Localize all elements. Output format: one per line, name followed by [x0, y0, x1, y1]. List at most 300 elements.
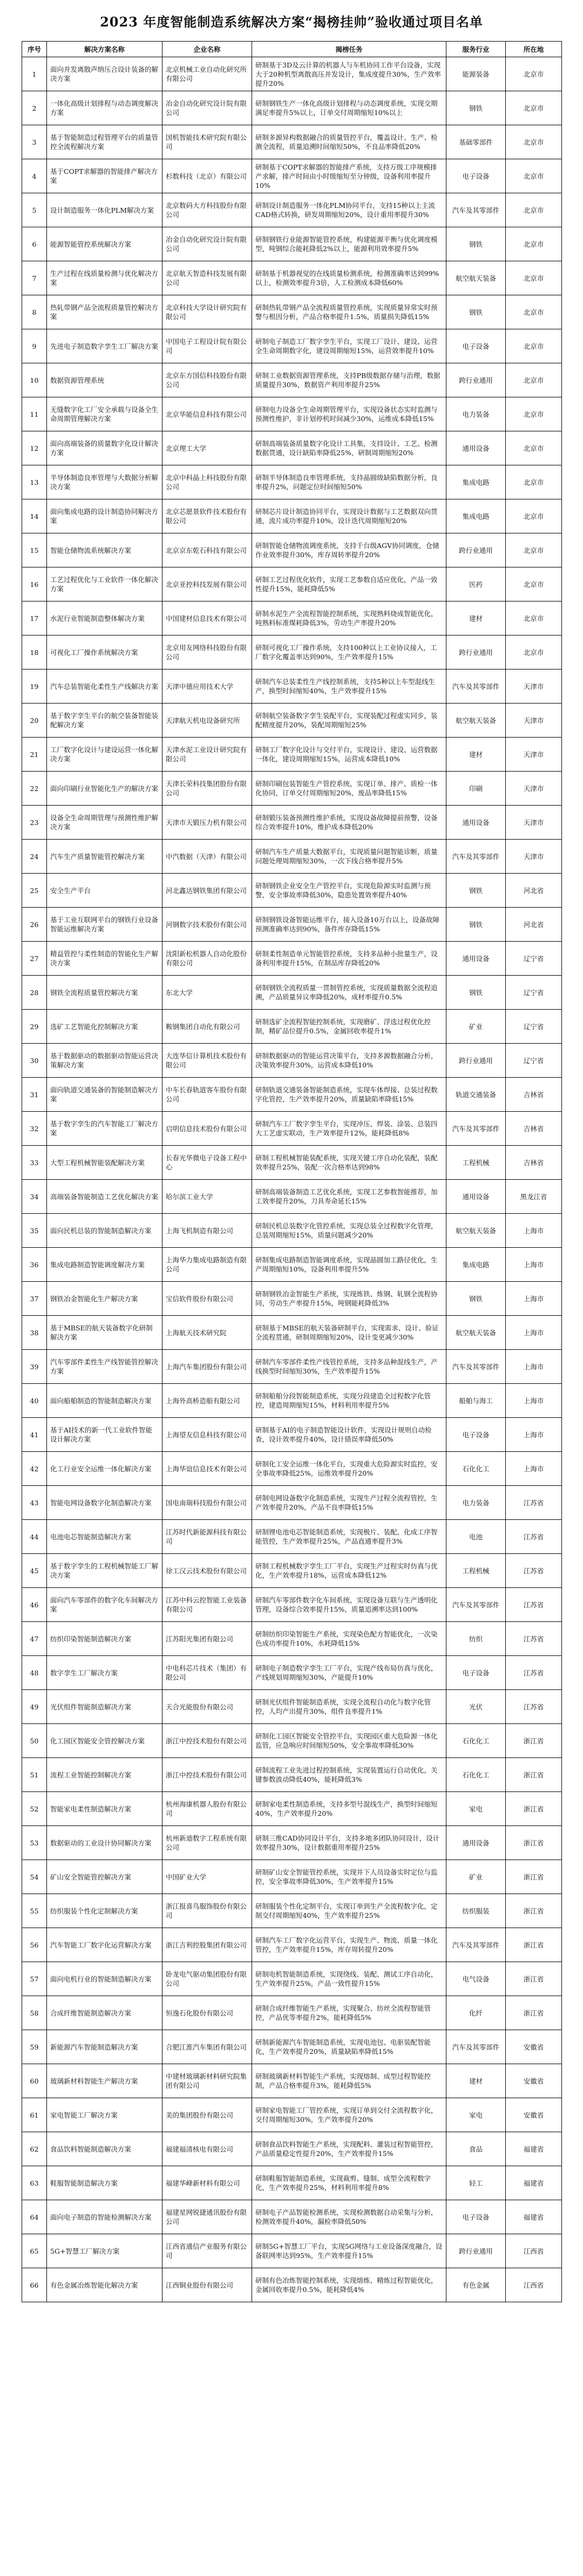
cell-task: 研制钢铁生产一体化高级计划排程与动态调度系统，实现交期满足率提升5%以上，订单交付周期缩短10%以上 [252, 91, 446, 125]
table-row [22, 942, 562, 976]
cell-region: 北京市 [506, 635, 562, 670]
cell-region: 浙江省 [506, 1996, 562, 2030]
cell-industry: 航空航天装备 [446, 1316, 506, 1350]
cell-region: 天津市 [506, 772, 562, 806]
cell-region: 浙江省 [506, 1758, 562, 1792]
cell-company: 北京数码大方科技股份有限公司 [162, 193, 252, 227]
cell-region: 辽宁省 [506, 1044, 562, 1078]
cell-company: 启明信息技术股份有限公司 [162, 1112, 252, 1146]
cell-solution-name: 合成纤维智能制造解决方案 [47, 1996, 162, 2030]
cell-no: 55 [22, 1894, 47, 1928]
cell-no: 39 [22, 1350, 47, 1384]
cell-company: 合肥江淮汽车集团有限公司 [162, 2030, 252, 2064]
cell-company: 中国电子工程设计院有限公司 [162, 329, 252, 363]
cell-company: 北京东方国信科技股份有限公司 [162, 363, 252, 397]
cell-industry: 医药 [446, 567, 506, 601]
cell-region: 天津市 [506, 806, 562, 840]
table-row [22, 431, 562, 465]
cell-company: 冶金自动化研究设计院有限公司 [162, 227, 252, 261]
cell-no: 49 [22, 1690, 47, 1724]
cell-industry: 跨行业通用 [446, 2234, 506, 2268]
cell-solution-name: 面向船舶制造的智能制造解决方案 [47, 1384, 162, 1418]
cell-company: 北京航天智造科技发展有限公司 [162, 261, 252, 295]
cell-company: 河北鑫达钢铁集团有限公司 [162, 874, 252, 908]
cell-task: 研制电子制造工厂数字孪生平台，实现工厂设计、建设、运营全生命周期数字化，建设周期缩短15%，运营效率提升10% [252, 329, 446, 363]
cell-solution-name: 面向轨道交通装备的智能制造解决方案 [47, 1078, 162, 1112]
cell-task: 研制民机总装数字化管控系统，实现总装全过程数字化管理，总装周期缩短15%，质量问题减少20% [252, 1214, 446, 1248]
cell-industry: 轻工 [446, 2166, 506, 2200]
cell-industry: 钢铁 [446, 1282, 506, 1316]
cell-task: 研制半导体制造良率管理系统，支持晶圆级缺陷数据分析，良率提升2%，问题定位时间缩短50% [252, 465, 446, 499]
cell-industry: 集成电路 [446, 1248, 506, 1282]
cell-industry: 印刷 [446, 772, 506, 806]
cell-solution-name: 面向汽车零部件的数字化车间解决方案 [47, 1588, 162, 1622]
cell-solution-name: 基于数据驱动的数据驱动智能运营决策解决方案 [47, 1044, 162, 1078]
table-row [22, 1758, 562, 1792]
cell-no: 13 [22, 465, 47, 499]
cell-no: 32 [22, 1112, 47, 1146]
cell-region: 天津市 [506, 704, 562, 738]
cell-company: 上海飞机制造有限公司 [162, 1214, 252, 1248]
table-row [22, 1384, 562, 1418]
cell-industry: 矿业 [446, 1010, 506, 1044]
cell-no: 24 [22, 840, 47, 874]
table-row [22, 1214, 562, 1248]
table-row [22, 2132, 562, 2166]
cell-solution-name: 汽车总装智能化柔性生产线解决方案 [47, 670, 162, 704]
table-row [22, 2098, 562, 2132]
cell-no: 58 [22, 1996, 47, 2030]
table-row [22, 2200, 562, 2234]
cell-no: 16 [22, 567, 47, 601]
cell-no: 10 [22, 363, 47, 397]
cell-industry: 通用设备 [446, 806, 506, 840]
cell-region: 河北省 [506, 908, 562, 942]
table-row [22, 363, 562, 397]
cell-no: 37 [22, 1282, 47, 1316]
cell-company: 哈尔滨工业大学 [162, 1180, 252, 1214]
cell-task: 研制热轧带钢产品全流程质量管控系统，实现质量异常实时预警与根因分析，产品合格率提升1.5%，质量损失降低15% [252, 295, 446, 329]
cell-solution-name: 面向电子制造的智能检测解决方案 [47, 2200, 162, 2234]
cell-region: 吉林省 [506, 1146, 562, 1180]
cell-task: 研制电网设备数字化制造系统，实现生产过程全流程管控，生产效率提升20%，产品不良率降低15% [252, 1486, 446, 1520]
cell-solution-name: 基于COPT求解器的智能排产解决方案 [47, 159, 162, 193]
cell-task: 研制电子产品智能检测系统，实现检测数据自动采集与分析，检测效率提升40%，漏检率降低50% [252, 2200, 446, 2234]
cell-region: 上海市 [506, 1248, 562, 1282]
cell-industry: 跨行业通用 [446, 1044, 506, 1078]
cell-company: 天津市天锻压力机有限公司 [162, 806, 252, 840]
table-row [22, 601, 562, 635]
cell-solution-name: 智能电网设备数字化制造解决方案 [47, 1486, 162, 1520]
cell-no: 17 [22, 601, 47, 635]
cell-industry: 钢铁 [446, 976, 506, 1010]
cell-no: 5 [22, 193, 47, 227]
cell-task: 研制汽车零部件柔性产线管控系统，支持多品种混线生产，产线换型时间缩短30%，生产效率提升15% [252, 1350, 446, 1384]
cell-region: 北京市 [506, 57, 562, 91]
cell-no: 11 [22, 397, 47, 431]
cell-region: 江苏省 [506, 1588, 562, 1622]
cell-company: 天合光能股份有限公司 [162, 1690, 252, 1724]
cell-task: 研制汽车工厂数字化运营平台，实现生产、物流、质量一体化管控，生产效率提升15%，库存周转提升20% [252, 1928, 446, 1962]
cell-task: 研制三维CAD协同设计平台，支持多地多团队协同设计，设计效率提升30%，设计数据重用率提升25% [252, 1826, 446, 1860]
cell-region: 江苏省 [506, 1622, 562, 1656]
cell-company: 中车长春轨道客车股份有限公司 [162, 1078, 252, 1112]
cell-region: 吉林省 [506, 1078, 562, 1112]
cell-no: 40 [22, 1384, 47, 1418]
cell-company: 上海航天技术研究院 [162, 1316, 252, 1350]
cell-solution-name: 钢铁冶金智能化生产解决方案 [47, 1282, 162, 1316]
cell-solution-name: 电池电芯智能制造解决方案 [47, 1520, 162, 1554]
cell-no: 7 [22, 261, 47, 295]
table-row [22, 874, 562, 908]
cell-solution-name: 选矿工艺智能化控制解决方案 [47, 1010, 162, 1044]
cell-solution-name: 设计制造服务一体化PLM解决方案 [47, 193, 162, 227]
cell-region: 天津市 [506, 738, 562, 772]
cell-solution-name: 水泥行业智能制造整体解决方案 [47, 601, 162, 635]
cell-industry: 电子设备 [446, 329, 506, 363]
cell-region: 上海市 [506, 1214, 562, 1248]
cell-solution-name: 面向并发离散声纳压合设计装备的解决方案 [47, 57, 162, 91]
cell-no: 25 [22, 874, 47, 908]
cell-company: 杭州新迪数字工程系统有限公司 [162, 1826, 252, 1860]
cell-company: 杉数科技（北京）有限公司 [162, 159, 252, 193]
cell-no: 20 [22, 704, 47, 738]
cell-industry: 建材 [446, 601, 506, 635]
cell-solution-name: 能源智能管控系统解决方案 [47, 227, 162, 261]
cell-no: 41 [22, 1418, 47, 1452]
cell-company: 上海汽车集团股份有限公司 [162, 1350, 252, 1384]
cell-task: 研制选矿全流程智能控制系统，实现磨矿、浮选过程优化控制，精矿品位提升0.5%，金属回收率提升1% [252, 1010, 446, 1044]
table-row [22, 1520, 562, 1554]
cell-region: 福建省 [506, 2200, 562, 2234]
cell-task: 研制基于COPT求解器的智能排产系统，支持万级工序规模排产求解，排产时间由小时级缩短至分钟级，设备利用率提升10% [252, 159, 446, 193]
cell-solution-name: 新能源汽车智能制造解决方案 [47, 2030, 162, 2064]
cell-solution-name: 纺织印染智能制造解决方案 [47, 1622, 162, 1656]
cell-industry: 跨行业通用 [446, 533, 506, 567]
cell-solution-name: 设备全生命周期管理与预测性维护解决方案 [47, 806, 162, 840]
table-row [22, 1724, 562, 1758]
table-row [22, 2166, 562, 2200]
cell-region: 江苏省 [506, 1486, 562, 1520]
cell-region: 北京市 [506, 91, 562, 125]
cell-region: 江苏省 [506, 1554, 562, 1588]
cell-industry: 钢铁 [446, 908, 506, 942]
cell-company: 上海望友信息科技有限公司 [162, 1418, 252, 1452]
table-row [22, 125, 562, 159]
cell-task: 研制航空装备数字孪生装配平台，实现装配过程虚实同步，装配精度提升20%，装配周期缩短25% [252, 704, 446, 738]
cell-company: 国机智能技术研究院有限公司 [162, 125, 252, 159]
cell-industry: 船舶与海工 [446, 1384, 506, 1418]
cell-task: 研制钢铁企业安全生产管控平台，实现危险源实时监测与预警，安全事故率降低30%，隐患处置效率提升40% [252, 874, 446, 908]
cell-task: 研制汽车零部件数字化车间系统，实现设备互联与生产透明化管理，设备综合效率提升15%，质量追溯率达到100% [252, 1588, 446, 1622]
table-row [22, 533, 562, 567]
cell-no: 29 [22, 1010, 47, 1044]
cell-solution-name: 基于MBSE的航天装备数字化研制解决方案 [47, 1316, 162, 1350]
cell-solution-name: 工艺过程优化与工业软件一体化解决方案 [47, 567, 162, 601]
table-row [22, 1860, 562, 1894]
cell-no: 33 [22, 1146, 47, 1180]
cell-company: 江西铜业股份有限公司 [162, 2268, 252, 2302]
cell-no: 8 [22, 295, 47, 329]
cell-no: 66 [22, 2268, 47, 2302]
cell-solution-name: 无缝数字化工厂安全承载与设备全生命周期管理解决方案 [47, 397, 162, 431]
cell-solution-name: 半导体制造良率管理与大数据分析解决方案 [47, 465, 162, 499]
cell-task: 研制集成电路制造智能调度系统，实现晶圆加工路径优化，生产周期缩短10%，设备利用率提升5% [252, 1248, 446, 1282]
cell-no: 35 [22, 1214, 47, 1248]
cell-region: 浙江省 [506, 1894, 562, 1928]
table-row [22, 567, 562, 601]
table-row [22, 1282, 562, 1316]
cell-task: 研制家电柔性制造系统，支持多型号混线生产，换型时间缩短40%，生产效率提升20% [252, 1792, 446, 1826]
cell-company: 北京理工大学 [162, 431, 252, 465]
cell-no: 1 [22, 57, 47, 91]
cell-no: 9 [22, 329, 47, 363]
cell-no: 56 [22, 1928, 47, 1962]
cell-solution-name: 基于智能制造过程管理平台的质量管控全流程解决方案 [47, 125, 162, 159]
cell-no: 48 [22, 1656, 47, 1690]
cell-task: 研制矿山安全智能管控系统，实现井下人员设备实时定位与监控，安全事故率降低30%，生产效率提升15% [252, 1860, 446, 1894]
cell-industry: 集成电路 [446, 499, 506, 533]
cell-solution-name: 一体化高级计划排程与动态调度解决方案 [47, 91, 162, 125]
cell-industry: 通用设备 [446, 942, 506, 976]
table-row [22, 1350, 562, 1384]
cell-industry: 钢铁 [446, 227, 506, 261]
table-row [22, 295, 562, 329]
cell-solution-name: 基于AI技术的新一代工业软件智能设计解决方案 [47, 1418, 162, 1452]
cell-industry: 汽车及其零部件 [446, 840, 506, 874]
cell-task: 研制高端装备制造工艺优化系统，实现工艺参数智能推荐，加工效率提升20%，刀具寿命延长15% [252, 1180, 446, 1214]
table-row [22, 499, 562, 533]
cell-no: 28 [22, 976, 47, 1010]
cell-task: 研制工程机械智能装配系统，实现关键工序自动化装配，装配效率提升25%，装配一次合格率达到98% [252, 1146, 446, 1180]
table-row [22, 1792, 562, 1826]
cell-region: 浙江省 [506, 1792, 562, 1826]
cell-industry: 电气设备 [446, 1962, 506, 1996]
cell-no: 4 [22, 159, 47, 193]
table-row [22, 908, 562, 942]
table-row [22, 670, 562, 704]
cell-industry: 汽车及其零部件 [446, 1928, 506, 1962]
cell-company: 北京华能信息科技有限公司 [162, 397, 252, 431]
cell-solution-name: 汽车生产质量智能管控解决方案 [47, 840, 162, 874]
cell-region: 北京市 [506, 601, 562, 635]
cell-industry: 电力装备 [446, 397, 506, 431]
table-row [22, 635, 562, 670]
table-row [22, 1418, 562, 1452]
cell-task: 研制水泥生产全流程智能控制系统，实现熟料烧成智能优化，吨熟料标准煤耗降低3%，劳动生产率提升20% [252, 601, 446, 635]
table-row [22, 1112, 562, 1146]
cell-no: 47 [22, 1622, 47, 1656]
cell-task: 研制有色冶炼智能控制系统，实现熔炼、精炼过程智能优化，金属回收率提升0.5%，能耗降低4% [252, 2268, 446, 2302]
cell-solution-name: 鞋服智能制造解决方案 [47, 2166, 162, 2200]
cell-industry: 汽车及其零部件 [446, 1350, 506, 1384]
column-header-task: 揭榜任务 [252, 42, 446, 57]
cell-region: 上海市 [506, 1316, 562, 1350]
cell-task: 研制5G+智慧工厂平台，实现5G网络与工业设备深度融合，设备联网率达到95%，生产效率提升15% [252, 2234, 446, 2268]
cell-task: 研制电力设备全生命周期管理平台，实现设备状态实时监测与预测性维护，非计划停机时间减少30%，运维成本降低15% [252, 397, 446, 431]
cell-region: 江苏省 [506, 1690, 562, 1724]
table-row [22, 1588, 562, 1622]
cell-region: 上海市 [506, 1384, 562, 1418]
cell-task: 研制光伏组件智能制造系统，实现全流程自动化与数字化管控，人均产出提升30%，组件良率提升1% [252, 1690, 446, 1724]
cell-task: 研制基于MBSE的航天装备研制平台，实现需求、设计、验证全流程贯通，研制周期缩短20%，设计变更减少30% [252, 1316, 446, 1350]
cell-industry: 跨行业通用 [446, 363, 506, 397]
cell-company: 北京京东乾石科技有限公司 [162, 533, 252, 567]
column-header-no: 序号 [22, 42, 47, 57]
cell-solution-name: 面向电机行业的智能制造解决方案 [47, 1962, 162, 1996]
cell-company: 江苏阳光集团有限公司 [162, 1622, 252, 1656]
cell-industry: 汽车及其零部件 [446, 1112, 506, 1146]
cell-solution-name: 可视化工厂操作系统解决方案 [47, 635, 162, 670]
cell-company: 天津航天机电设备研究所 [162, 704, 252, 738]
table-row [22, 2234, 562, 2268]
cell-no: 31 [22, 1078, 47, 1112]
cell-task: 研制合成纤维智能生产系统，实现聚合、纺丝全流程智能管控，产品优等率提升2%，能耗降低5% [252, 1996, 446, 2030]
cell-solution-name: 精益管控与柔性制造的智能化生产解决方案 [47, 942, 162, 976]
cell-region: 天津市 [506, 840, 562, 874]
table-row [22, 1826, 562, 1860]
table-row [22, 704, 562, 738]
cell-company: 北京机械工业自动化研究所有限公司 [162, 57, 252, 91]
cell-company: 福建星网锐捷通讯股份有限公司 [162, 2200, 252, 2234]
table-row [22, 159, 562, 193]
cell-industry: 航空航天装备 [446, 704, 506, 738]
cell-industry: 基础零部件 [446, 125, 506, 159]
cell-task: 研制汽车总装柔性生产线控制系统，支持5种以上车型混线生产，换型时间缩短40%，生产效率提升15% [252, 670, 446, 704]
cell-industry: 电池 [446, 1520, 506, 1554]
cell-solution-name: 数据资源管理系统 [47, 363, 162, 397]
cell-task: 研制芯片设计制造协同平台，实现设计数据与工艺数据双向贯通，流片成功率提升10%，设计迭代周期缩短20% [252, 499, 446, 533]
table-row [22, 2064, 562, 2098]
cell-no: 65 [22, 2234, 47, 2268]
cell-task: 研制基于机器视觉的在线质量检测系统，检测准确率达到99%以上，检测效率提升3倍，人工检测成本降低60% [252, 261, 446, 295]
cell-task: 研制电子制造数字孪生工厂平台，实现产线布局仿真与优化，产线规划周期缩短30%，产能提升10% [252, 1656, 446, 1690]
cell-no: 30 [22, 1044, 47, 1078]
table-row [22, 806, 562, 840]
cell-region: 河北省 [506, 874, 562, 908]
cell-region: 北京市 [506, 159, 562, 193]
cell-task: 研制印刷包装智能生产管控系统，实现订单、排产、质检一体化协同，订单交付周期缩短20%，废品率降低15% [252, 772, 446, 806]
cell-region: 北京市 [506, 397, 562, 431]
table-row [22, 397, 562, 431]
cell-task: 研制服装个性化定制平台，实现订单到生产全流程数字化，定制交付周期缩短40%，生产效率提升25% [252, 1894, 446, 1928]
table-row [22, 329, 562, 363]
cell-no: 27 [22, 942, 47, 976]
table-body [22, 57, 562, 2302]
table-row [22, 227, 562, 261]
cell-company: 徐工汉云技术股份有限公司 [162, 1554, 252, 1588]
cell-task: 研制数据驱动的智能运营决策平台，支持多源数据融合分析，决策效率提升30%，运营成本降低10% [252, 1044, 446, 1078]
cell-company: 浙江中控技术股份有限公司 [162, 1724, 252, 1758]
cell-solution-name: 数据驱动的工业设计协同解决方案 [47, 1826, 162, 1860]
cell-region: 福建省 [506, 2166, 562, 2200]
cell-industry: 汽车及其零部件 [446, 1588, 506, 1622]
cell-solution-name: 玻璃新材料智能生产解决方案 [47, 2064, 162, 2098]
cell-industry: 建材 [446, 2064, 506, 2098]
cell-no: 19 [22, 670, 47, 704]
cell-industry: 通用设备 [446, 1826, 506, 1860]
table-row [22, 193, 562, 227]
cell-company: 天津中德应用技术大学 [162, 670, 252, 704]
header-row [22, 42, 562, 57]
table-row [22, 57, 562, 91]
cell-solution-name: 面向集成电路的设计制造协同解决方案 [47, 499, 162, 533]
cell-task: 研制新能源汽车智能制造系统，实现电池包、电驱装配智能化，生产效率提升20%，质量缺陷率降低15% [252, 2030, 446, 2064]
cell-region: 北京市 [506, 329, 562, 363]
cell-task: 研制化工安全运维一体化平台，实现重大危险源实时监控，安全事故率降低25%，运维效率提升20% [252, 1452, 446, 1486]
cell-task: 研制纺织印染智能生产系统，实现染色配方智能优化，一次染色成功率提升10%，水耗降低15% [252, 1622, 446, 1656]
cell-task: 研制智能仓储物流调度系统，支持千台级AGV协同调度，仓储作业效率提升30%，库存周转率提升20% [252, 533, 446, 567]
cell-industry: 通用设备 [446, 431, 506, 465]
cell-industry: 能源装备 [446, 57, 506, 91]
cell-region: 北京市 [506, 227, 562, 261]
cell-region: 北京市 [506, 499, 562, 533]
table-row [22, 840, 562, 874]
cell-solution-name: 流程工业智能控制解决方案 [47, 1758, 162, 1792]
cell-solution-name: 化工行业安全运维一体化解决方案 [47, 1452, 162, 1486]
cell-company: 天津长荣科技集团股份有限公司 [162, 772, 252, 806]
cell-region: 浙江省 [506, 1962, 562, 1996]
cell-region: 浙江省 [506, 1724, 562, 1758]
cell-region: 北京市 [506, 567, 562, 601]
cell-region: 安徽省 [506, 2064, 562, 2098]
cell-industry: 石化化工 [446, 1724, 506, 1758]
cell-industry: 电子设备 [446, 159, 506, 193]
cell-solution-name: 高端装备智能制造工艺优化解决方案 [47, 1180, 162, 1214]
table-row [22, 1690, 562, 1724]
cell-no: 59 [22, 2030, 47, 2064]
cell-company: 国电南瑞科技股份有限公司 [162, 1486, 252, 1520]
cell-task: 研制家电智能工厂管控系统，实现订单到交付全流程数字化，交付周期缩短30%，生产效率提升20% [252, 2098, 446, 2132]
cell-company: 福建华峰新材料有限公司 [162, 2166, 252, 2200]
cell-region: 辽宁省 [506, 976, 562, 1010]
cell-task: 研制食品饮料智能生产系统，实现配料、灌装过程智能管控，产品质量稳定性提升20%，生产效率提升15% [252, 2132, 446, 2166]
cell-company: 北京科技大学设计研究院有限公司 [162, 295, 252, 329]
cell-company: 江苏中科云控智能工业装备有限公司 [162, 1588, 252, 1622]
cell-region: 江苏省 [506, 1656, 562, 1690]
table-row [22, 1044, 562, 1078]
table-row [22, 1078, 562, 1112]
cell-task: 研制电机智能制造系统，实现绕线、装配、测试工序自动化，生产效率提升25%，产品一致性提升15% [252, 1962, 446, 1996]
table-row [22, 1180, 562, 1214]
cell-solution-name: 安全生产平台 [47, 874, 162, 908]
cell-task: 研制工厂数字化设计与交付平台，实现设计、建设、运营数据一体化，建设周期缩短15%，运营成本降低10% [252, 738, 446, 772]
cell-task: 研制鞋服智能制造系统，实现裁剪、缝制、成型全流程数字化，生产效率提升25%，材料利用率提升8% [252, 2166, 446, 2200]
table-row [22, 1962, 562, 1996]
cell-company: 美的集团股份有限公司 [162, 2098, 252, 2132]
cell-no: 57 [22, 1962, 47, 1996]
cell-solution-name: 汽车智能工厂数字化运营解决方案 [47, 1928, 162, 1962]
cell-solution-name: 汽车零部件柔性生产线智能管控解决方案 [47, 1350, 162, 1384]
cell-company: 浙江报喜鸟服饰股份有限公司 [162, 1894, 252, 1928]
table-row [22, 1894, 562, 1928]
cell-solution-name: 热轧带钢产品全流程质量管控解决方案 [47, 295, 162, 329]
cell-company: 福建福清核电有限公司 [162, 2132, 252, 2166]
column-header-industry: 服务行业 [446, 42, 506, 57]
table-row [22, 2268, 562, 2302]
cell-region: 上海市 [506, 1418, 562, 1452]
cell-company: 江苏时代新能源科技有限公司 [162, 1520, 252, 1554]
cell-solution-name: 钢铁全流程质量管控解决方案 [47, 976, 162, 1010]
cell-industry: 集成电路 [446, 465, 506, 499]
table-row [22, 1656, 562, 1690]
cell-task: 研制船舶分段智能制造系统，实现分段建造全过程数字化管控，建造周期缩短15%，材料利用率提升5% [252, 1384, 446, 1418]
cell-task: 研制工艺过程优化软件，实现工艺参数自适应优化，产品一致性提升15%，能耗降低5% [252, 567, 446, 601]
cell-industry: 纺织服装 [446, 1894, 506, 1928]
cell-industry: 石化化工 [446, 1758, 506, 1792]
cell-no: 52 [22, 1792, 47, 1826]
cell-company: 中电科芯片技术（集团）有限公司 [162, 1656, 252, 1690]
